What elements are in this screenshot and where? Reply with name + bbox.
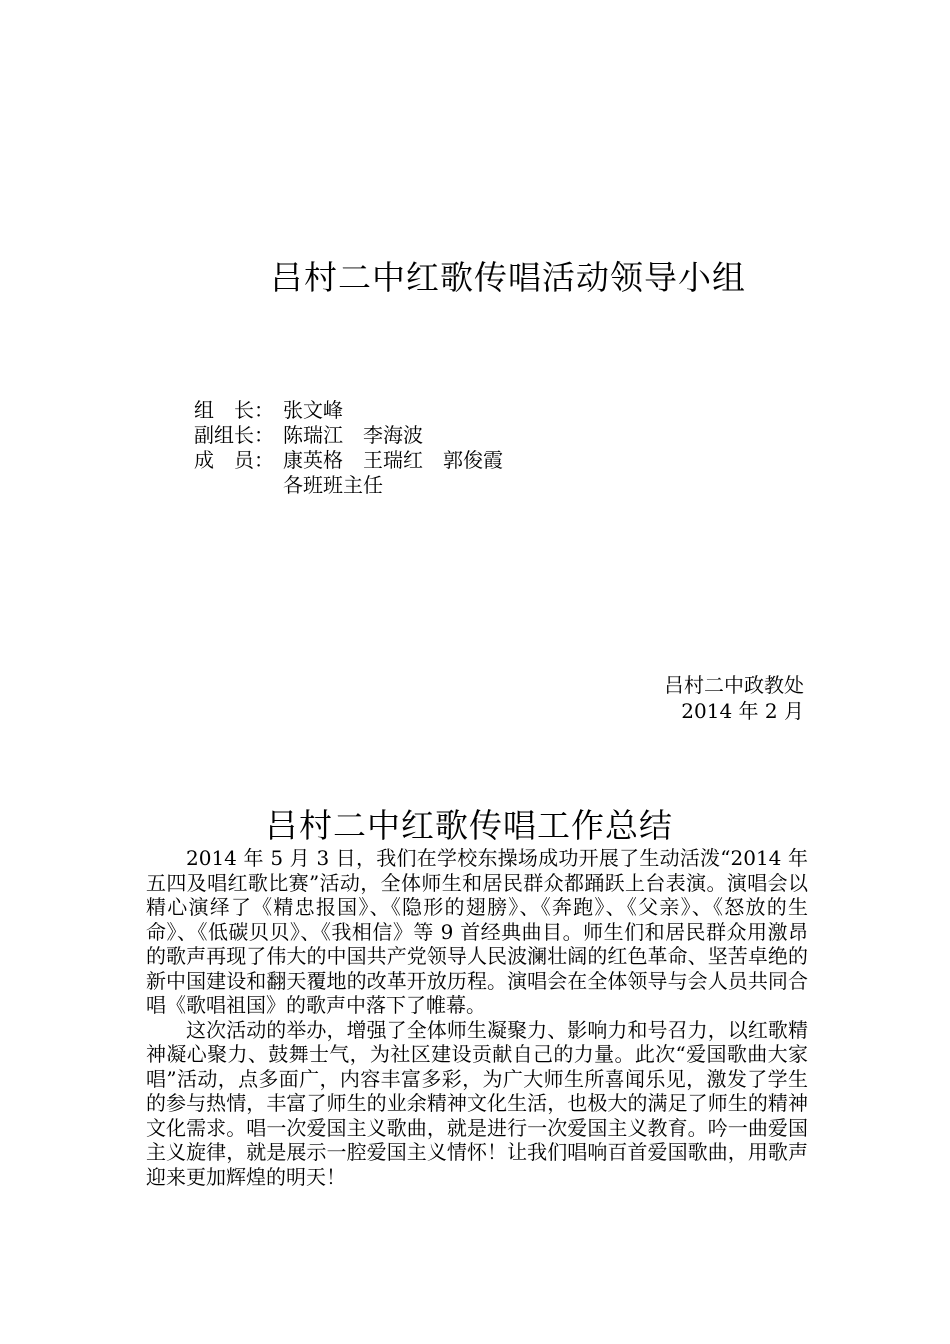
summary-paragraph: 2014 年 5 月 3 日，我们在学校东操场成功开展了生动活泼“2014 年五四及唱红歌比赛”活动，全体师生和居民群众都踊跃上台表演。演唱会以精心演绎了《精忠报国》、《隐形的翅膀》、《奔跑》、《父亲》、《怒放的生命》、《低碳贝贝》、《我相信》等 9 首经典曲目。师生们和居民群众用激昂的歌声再现了伟大的中国共产党领导人民波澜壮阔的红色革命、坚苦卓绝的新中国建设和翻天覆地的改革开放历程。演唱会在全体领导与会人员共同合唱《歌唱祖国》的歌声中落下了帷幕。 bbox=[146, 846, 808, 1017]
signature-date: 2014 年 2 月 bbox=[681, 699, 804, 723]
summary-body bbox=[146, 846, 808, 1189]
roster-names: 陈瑞江 李海波 bbox=[283, 423, 423, 447]
roster-label bbox=[194, 473, 283, 498]
summary-title: 吕村二中红歌传唱工作总结 bbox=[265, 806, 673, 845]
signature-org: 吕村二中政教处 bbox=[664, 673, 804, 697]
roster-label: 副组长： bbox=[194, 423, 274, 447]
roster-names: 康英格 王瑞红 郭俊霞 bbox=[283, 448, 503, 472]
roster-row-deputy bbox=[194, 423, 503, 448]
roster-label: 成 员： bbox=[194, 448, 274, 472]
roster-names: 各班班主任 bbox=[283, 473, 383, 497]
signature-block bbox=[664, 672, 804, 724]
summary-paragraph: 这次活动的举办，增强了全体师生凝聚力、影响力和号召力，以红歌精神凝心聚力、鼓舞士气，为社区建设贡献自己的力量。此次“爱国歌曲大家唱”活动，点多面广，内容丰富多彩，为广大师生所喜闻乐见，激发了学生的参与热情，丰富了师生的业余精神文化生活，也极大的满足了师生的精神文化需求。唱一次爱国主义歌曲，就是进行一次爱国主义教育。吟一曲爱国主义旋律，就是展示一腔爱国主义情怀！让我们唱响百首爱国歌曲，用歌声迎来更加辉煌的明天！ bbox=[146, 1017, 808, 1189]
roster-label: 组 长： bbox=[194, 398, 274, 422]
roster-row-leader bbox=[194, 398, 503, 423]
page-title: 吕村二中红歌传唱活动领导小组 bbox=[270, 258, 746, 297]
roster-row-class-teachers bbox=[194, 473, 503, 498]
roster-row-members bbox=[194, 448, 503, 473]
roster-names: 张文峰 bbox=[283, 398, 343, 422]
leadership-roster bbox=[194, 398, 503, 498]
